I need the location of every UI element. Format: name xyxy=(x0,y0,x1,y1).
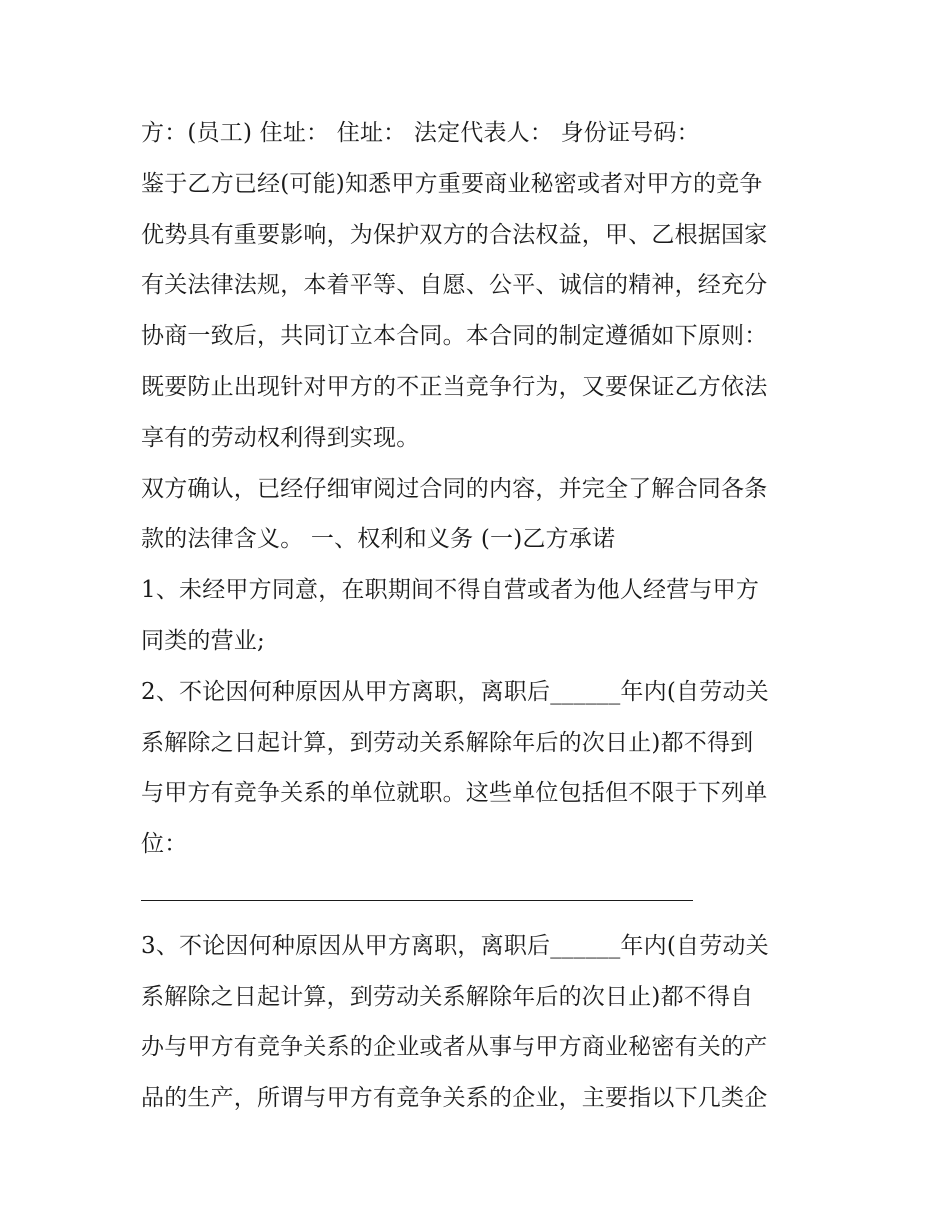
text-line: 双方确认，已经仔细审阅过合同的内容，并完全了解合同各条 xyxy=(141,475,768,502)
text-line: 既要防止出现针对甲方的不正当竞争行为，又要保证乙方依法 xyxy=(141,373,768,400)
text-line: 同类的营业; xyxy=(141,627,265,654)
text-line: 方：(员工) 住址： 住址： 法定代表人： 身份证号码： xyxy=(141,120,700,146)
text-line: 有关法律法规，本着平等、自愿、公平、诚信的精神，经充分 xyxy=(141,272,768,299)
text-line: 办与甲方有竞争关系的企业或者从事与甲方商业秘密有关的产 xyxy=(141,1034,768,1061)
text-line: 系解除之日起计算，到劳动关系解除年后的次日止)都不得自 xyxy=(141,983,754,1010)
text-line: 品的生产，所谓与甲方有竞争关系的企业，主要指以下几类企 xyxy=(141,1085,768,1112)
blank-fill-line xyxy=(141,870,821,921)
text-line: 鉴于乙方已经(可能)知悉甲方重要商业秘密或者对甲方的竞争 xyxy=(141,170,763,197)
text-line: 优势具有重要影响，为保护双方的合法权益，甲、乙根据国家 xyxy=(141,221,768,248)
text-line: 款的法律含义。 一、权利和义务 (一)乙方承诺 xyxy=(141,526,616,553)
text-line: 3、不论因何种原因从甲方离职，离职后______年内(自劳动关 xyxy=(141,932,769,959)
text-line: 位： xyxy=(141,831,188,858)
text-line: 与甲方有竞争关系的单位就职。这些单位包括但不限于下列单 xyxy=(141,780,768,807)
text-line: 系解除之日起计算，到劳动关系解除年后的次日止)都不得到 xyxy=(141,729,754,756)
text-line: 协商一致后，共同订立本合同。本合同的制定遵循如下原则： xyxy=(141,323,768,350)
text-line: 1、未经甲方同意，在职期间不得自营或者为他人经营与甲方 xyxy=(141,577,760,604)
text-line: 享有的劳动权利得到实现。 xyxy=(141,424,420,451)
underline-rule xyxy=(141,900,693,901)
document-page xyxy=(141,108,821,1124)
text-line: 2、不论因何种原因从甲方离职，离职后______年内(自劳动关 xyxy=(141,678,769,705)
